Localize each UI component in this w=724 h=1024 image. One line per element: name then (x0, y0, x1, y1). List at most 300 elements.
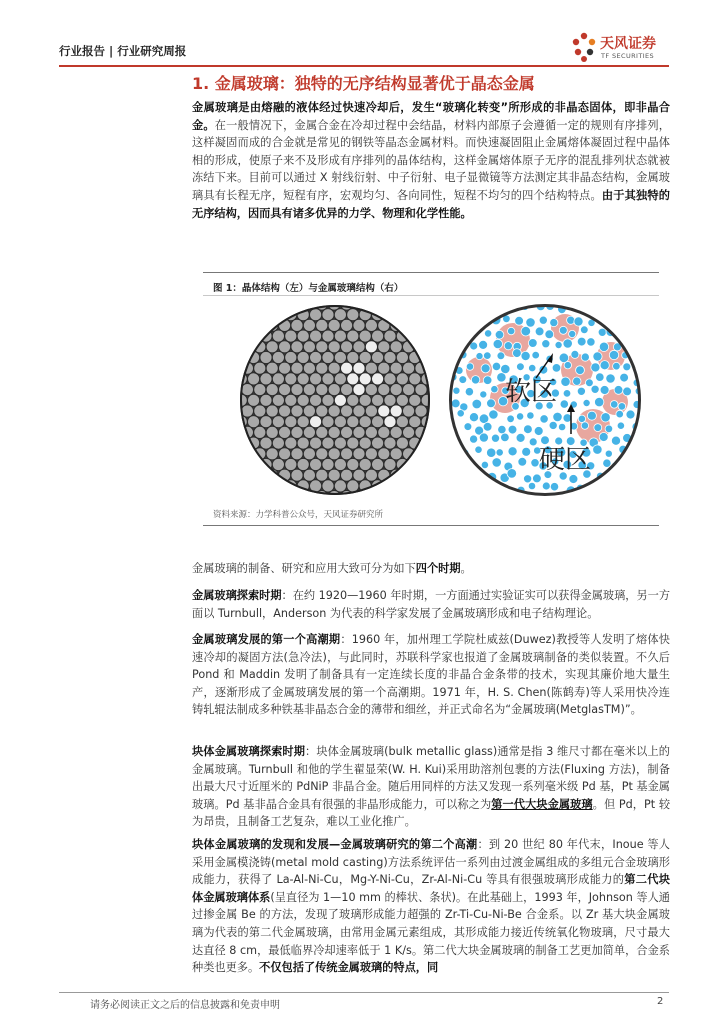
crystal-atom (365, 426, 377, 438)
crystal-atom (415, 405, 427, 417)
crystal-atom (303, 319, 315, 331)
crystal-atom (272, 373, 284, 385)
glass-atom (617, 422, 624, 429)
crystal-atom (434, 351, 446, 363)
crystal-atom (272, 480, 284, 492)
glass-atom (516, 433, 525, 442)
crystal-atom (347, 394, 359, 406)
crystal-atom (403, 298, 415, 310)
crystal-atom (285, 351, 297, 363)
glass-atom (466, 363, 473, 370)
crystal-atom (384, 330, 396, 342)
crystal-atom (291, 491, 303, 499)
glass-atom (587, 411, 596, 420)
glass-atom (504, 342, 512, 350)
crystal-atom (334, 330, 346, 342)
crystal-atom (427, 426, 439, 438)
glass-atom (610, 401, 618, 409)
crystal-atom (372, 394, 384, 406)
crystal-atom (260, 309, 272, 321)
crystal-atom (285, 416, 297, 428)
crystal-atom (285, 394, 297, 406)
glass-atom (456, 314, 464, 322)
crystal-atom (403, 362, 415, 374)
crystal-atom (229, 448, 241, 460)
period-4-body2: (呈直径为 1—10 mm 的棒状、条状)。在此基础上，1993 年，Johnson 等人通过掺金属 Be 的方法，发现了玻璃形成能力超强的 Zr-Ti-Cu-Ni-Be 合金系。以 Zr 基大块金属玻璃为代表的第二代金属玻璃，由常用金属元素组成，其形成能力接近传统氧化物玻璃，尺寸最大达直径 8 cm，最低临界冷却速率低于 1 K/s。第二代大块金属玻璃的制备工艺更加简单，合金系种类也更多。 (192, 890, 670, 975)
crystal-atom (291, 298, 303, 310)
crystal-atom (322, 437, 334, 449)
crystal-atom (403, 319, 415, 331)
crystal-atom (384, 480, 396, 492)
crystal-atom (365, 384, 377, 396)
glass-atom (552, 364, 561, 373)
period-4-bold-end: 不仅包括了传统金属玻璃的特点，同 (259, 961, 439, 975)
glass-atom (599, 342, 608, 351)
glass-atom (542, 340, 550, 348)
crystal-atom (427, 298, 439, 310)
glass-atom (623, 363, 631, 371)
glass-atom (454, 482, 462, 490)
glass-atom (541, 436, 550, 445)
crystal-atom (241, 491, 253, 499)
glass-atom (595, 397, 604, 406)
crystal-atom (260, 351, 272, 363)
glass-atom (564, 362, 571, 369)
glass-atom (567, 316, 575, 324)
crystal-atom (291, 319, 303, 331)
glass-atom (489, 485, 498, 494)
crystal-atom (279, 426, 291, 438)
crystal-atom (341, 341, 353, 353)
glass-atom (497, 352, 505, 360)
crystal-atom (384, 416, 396, 428)
crystal-atom (359, 330, 371, 342)
crystal-atom (415, 448, 427, 460)
crystal-atom (266, 384, 278, 396)
glass-atom (594, 424, 602, 432)
crystal-atom (372, 458, 384, 470)
crystal-atom (365, 362, 377, 374)
glass-atom (483, 422, 492, 431)
glass-atom (550, 319, 558, 327)
crystal-atom (334, 416, 346, 428)
crystal-atom (322, 458, 334, 470)
crystal-atom (310, 437, 322, 449)
glass-atom (516, 413, 523, 420)
glass-atom (639, 462, 647, 470)
glass-atom (573, 377, 581, 385)
crystal-atom (248, 330, 260, 342)
crystal-atom (440, 341, 452, 353)
glass-atom (449, 351, 458, 360)
crystal-atom (378, 384, 390, 396)
glass-atom (614, 386, 623, 395)
glass-atom (465, 388, 473, 396)
crystal-atom (235, 458, 247, 470)
figure-bottom-rule (203, 525, 659, 526)
glass-atom (635, 433, 644, 442)
crystal-atom (266, 405, 278, 417)
glass-atom (559, 326, 567, 334)
glass-atom (483, 376, 492, 385)
crystal-atom (279, 405, 291, 417)
period-4-paragraph (192, 836, 670, 977)
crystal-atom (291, 405, 303, 417)
glass-atom (561, 377, 570, 386)
glass-atom (571, 350, 579, 358)
crystal-atom (341, 362, 353, 374)
crystal-atom (229, 469, 241, 481)
crystal-atom (297, 437, 309, 449)
crystal-atom (353, 469, 365, 481)
crystal-atom (378, 426, 390, 438)
glass-atom (591, 385, 599, 393)
glass-atom (513, 349, 522, 358)
period-2-paragraph (192, 631, 670, 719)
glass-atom (479, 433, 488, 442)
glass-atom (555, 341, 562, 348)
figure-top-rule (203, 272, 659, 273)
intro-paragraph (192, 99, 670, 222)
crystal-atom (409, 416, 421, 428)
crystal-atom (440, 491, 452, 499)
crystal-atom (359, 394, 371, 406)
glass-atom (484, 330, 491, 337)
glass-atom (563, 339, 572, 348)
glass-atom (507, 469, 517, 479)
crystal-atom (409, 458, 421, 470)
glass-atom (481, 364, 490, 373)
crystal-atom (396, 309, 408, 321)
crystal-atom (260, 437, 272, 449)
crystal-atom (421, 351, 433, 363)
figure-image (203, 298, 659, 498)
glass-atom (487, 448, 496, 457)
glass-atom (605, 425, 613, 433)
crystal-atom (347, 480, 359, 492)
glass-atom (629, 470, 638, 479)
crystal-atom (427, 341, 439, 353)
glass-atom (616, 410, 624, 418)
crystal-atom (248, 416, 260, 428)
crystal-atom (353, 405, 365, 417)
glass-atom (598, 328, 606, 336)
crystal-atom (415, 341, 427, 353)
crystal-atom (254, 384, 266, 396)
crystal-atom (421, 480, 433, 492)
crystal-atom (434, 416, 446, 428)
glass-atom (521, 326, 531, 336)
crystal-atom (316, 341, 328, 353)
crystal-atom (372, 373, 384, 385)
crystal-atom (254, 362, 266, 374)
crystal-atom (365, 448, 377, 460)
glass-atom (620, 373, 629, 382)
glass-atom (563, 390, 571, 398)
crystal-atom (266, 298, 278, 310)
period-2-body: ：1960 年，加州理工学院杜威兹(Duwez)教授等人发明了熔体快速冷却的凝固方法(急冷法)，与此同时，苏联科学家也报道了金属玻璃制备的类似装置。不久后 Pond 和 Maddin 发明了制备具有一定连续长度的非晶合金条带的技术，实现其廉价地大量生产，逐渐形成了金属玻璃发展的第一个高潮期。1971 年，H. S. Chen(陈鹤寿)等人采用快冷连铸轧辊法制成多种铁基非晶态合金的薄带和细丝，并正式命名为“金属玻璃(MetglasTM)”。 (192, 633, 670, 717)
glass-atom (639, 338, 648, 347)
glass-atom (531, 459, 539, 467)
figure-caption: 图 1：晶体结构（左）与金属玻璃结构（右） (213, 283, 404, 294)
glass-atom (472, 304, 481, 313)
crystal-atom (365, 341, 377, 353)
periods-intro-bold: 四个时期 (415, 562, 461, 575)
crystal-atom (353, 426, 365, 438)
crystal-atom (328, 341, 340, 353)
crystal-atom (260, 394, 272, 406)
crystal-atom (396, 373, 408, 385)
crystal-atom (341, 426, 353, 438)
section-title: 1. 金属玻璃：独特的无序结构显著优于晶态金属 (192, 74, 535, 93)
report-type: 行业报告 | 行业研究周报 (59, 44, 187, 58)
crystal-atom (372, 330, 384, 342)
period-4-body: ：到 20 世纪 80 年代末，Inoue 等人采用金属模浇铸(metal mold casting)方法系统评估一系列由过渡金属组成的多组元合金玻璃形成能力，获得了 La-Al-Ni-Cu，Mg-Y-Ni-Cu，Zr-Al-Ni-Cu 等具有很强玻璃形成能力的 (192, 838, 670, 887)
crystal-atom (279, 362, 291, 374)
header-rule (59, 65, 669, 67)
crystal-atom (241, 319, 253, 331)
glass-atom (639, 482, 647, 490)
figure-caption-rule (203, 295, 659, 296)
glass-atom (476, 353, 483, 360)
glass-atom (451, 326, 459, 334)
glass-atom (492, 362, 500, 370)
glass-atom (603, 459, 611, 467)
crystal-atom (396, 394, 408, 406)
crystal-atom (446, 351, 458, 363)
crystal-atom (229, 362, 241, 374)
glass-atom (555, 437, 563, 445)
crystal-atom (229, 319, 241, 331)
glass-atom (501, 433, 510, 442)
crystal-atom (427, 491, 439, 499)
crystal-atom (384, 458, 396, 470)
crystal-atom (396, 480, 408, 492)
glass-atom (605, 450, 612, 457)
glass-atom (634, 329, 642, 337)
glass-atom (596, 373, 605, 382)
glass-atom (461, 307, 469, 315)
crystal-atom (310, 373, 322, 385)
crystal-atom (322, 309, 334, 321)
glass-atom (601, 482, 610, 491)
glass-atom (599, 433, 608, 442)
period-1-paragraph (192, 587, 670, 622)
crystal-atom (322, 351, 334, 363)
crystal-atom (378, 491, 390, 499)
glass-atom (616, 481, 625, 490)
crystal-atom (303, 469, 315, 481)
crystal-atom (365, 319, 377, 331)
crystal-atom (347, 458, 359, 470)
crystal-atom (378, 362, 390, 374)
glass-atom (569, 475, 578, 484)
glass-atom (507, 415, 515, 423)
crystal-atom (328, 298, 340, 310)
glass-atom (470, 435, 478, 443)
crystal-atom (322, 330, 334, 342)
glass-atom (558, 423, 565, 430)
crystal-atom (291, 362, 303, 374)
crystal-atom (359, 373, 371, 385)
crystal-atom (446, 437, 458, 449)
crystal-atom (347, 309, 359, 321)
crystal-atom (415, 469, 427, 481)
glass-atom (569, 330, 576, 337)
crystal-atom (248, 394, 260, 406)
crystal-atom (291, 384, 303, 396)
crystal-atom (297, 351, 309, 363)
crystal-atom (310, 351, 322, 363)
crystal-atom (427, 469, 439, 481)
glass-atom (471, 376, 479, 384)
figure-source: 资料来源：力学科普公众号，天风证券研究所 (213, 510, 384, 520)
glass-atom (632, 447, 641, 456)
crystal-atom (372, 416, 384, 428)
crystal-atom (328, 405, 340, 417)
crystal-atom (260, 480, 272, 492)
crystal-atom (334, 351, 346, 363)
glass-atom (478, 486, 487, 495)
crystal-atom (291, 448, 303, 460)
crystal-atom (396, 351, 408, 363)
glass-atom (611, 436, 620, 445)
glass-atom (578, 415, 585, 422)
crystal-atom (310, 458, 322, 470)
crystal-atom (241, 469, 253, 481)
crystal-atom (440, 362, 452, 374)
crystal-atom (297, 330, 309, 342)
crystal-atom (341, 319, 353, 331)
glass-atom (619, 306, 627, 314)
glass-atom (632, 303, 640, 311)
crystal-atom (365, 298, 377, 310)
glass-atom (577, 387, 585, 395)
crystal-atom (427, 362, 439, 374)
crystal-atom (316, 469, 328, 481)
period-4-title: 块体金属玻璃的发现和发展—金属玻璃研究的第二个高潮 (192, 838, 478, 851)
glass-atom (521, 351, 530, 360)
glass-atom (508, 425, 517, 434)
crystal-atom (359, 437, 371, 449)
period-3-underline: 第一代大块金属玻璃 (491, 797, 593, 811)
glass-atom (640, 315, 649, 324)
crystal-atom (440, 319, 452, 331)
crystal-atom (434, 373, 446, 385)
glass-atom (457, 410, 464, 417)
glass-atom (600, 361, 609, 370)
glass-atom (630, 349, 639, 358)
glass-atom (593, 352, 602, 361)
crystal-atom (235, 330, 247, 342)
crystal-atom (353, 341, 365, 353)
crystal-atom (322, 394, 334, 406)
glass-atom (580, 326, 588, 334)
glass-atom (626, 410, 635, 419)
period-3-title: 块体金属玻璃探索时期 (192, 745, 306, 758)
glass-atom (528, 339, 537, 348)
glass-atom (623, 387, 632, 396)
glass-atom (596, 304, 605, 313)
crystal-atom (303, 362, 315, 374)
crystal-atom (254, 319, 266, 331)
glass-atom (613, 362, 621, 370)
crystal-atom (427, 448, 439, 460)
crystal-atom (372, 437, 384, 449)
crystal-atom (279, 384, 291, 396)
crystal-atom (415, 491, 427, 499)
crystal-atom (297, 458, 309, 470)
crystal-atom (421, 330, 433, 342)
crystal-atom (334, 394, 346, 406)
glass-atom (481, 461, 488, 468)
crystal-atom (322, 373, 334, 385)
glass-atom (487, 399, 496, 408)
crystal-atom (229, 384, 241, 396)
crystal-atom (229, 341, 241, 353)
crystal-atom (272, 351, 284, 363)
crystal-atom (384, 394, 396, 406)
glass-atom (533, 474, 542, 483)
crystal-atom (341, 448, 353, 460)
crystal-atom (384, 437, 396, 449)
periods-intro-end: 。 (460, 562, 472, 575)
glass-atom (600, 386, 609, 395)
crystal-atom (310, 330, 322, 342)
glass-atom (457, 341, 465, 349)
crystal-atom (310, 394, 322, 406)
crystal-atom (303, 341, 315, 353)
glass-atom (532, 351, 540, 359)
glass-atom (483, 301, 492, 310)
glass-atom (453, 458, 461, 466)
crystal-atom (378, 298, 390, 310)
glass-atom (498, 425, 506, 433)
period-3-body: ：块体金属玻璃(bulk metallic glass)通常是指 3 维尺寸都在毫米以上的金属玻璃。Turnbull 和他的学生翟显荣(W. H. Kui)采用助溶剂包裹的方法(Fluxing 方法)，制备出最大尺寸近厘米的 PdNiP 非晶合金。随后用同样的方法又发现一系列毫米级 Pd 基，Pt 基金属玻璃。Pd 基非晶合金具有很强的非晶形成能力，可以称之为 (192, 745, 670, 811)
crystal-atom (359, 351, 371, 363)
glass-atom (606, 374, 615, 383)
crystal-atom (384, 351, 396, 363)
glass-atom (475, 446, 482, 453)
crystal-atom (279, 341, 291, 353)
crystal-atom (347, 373, 359, 385)
glass-atom (508, 447, 517, 456)
crystal-atom (396, 437, 408, 449)
crystal-atom (384, 309, 396, 321)
page-number: 2 (657, 996, 664, 1007)
crystal-atom (297, 373, 309, 385)
glass-atom (528, 482, 535, 489)
crystal-atom (291, 426, 303, 438)
crystal-atom (409, 480, 421, 492)
crystal-atom (409, 394, 421, 406)
glass-atom (540, 415, 548, 423)
crystal-atom (347, 351, 359, 363)
glass-atom (522, 447, 531, 456)
glass-atom (529, 364, 536, 371)
glass-atom (529, 438, 537, 446)
glass-atom (526, 318, 535, 327)
crystal-atom (446, 480, 458, 492)
crystal-atom (328, 448, 340, 460)
crystal-atom (328, 384, 340, 396)
crystal-atom (390, 298, 402, 310)
crystal-atom (235, 351, 247, 363)
footer-disclaimer: 请务必阅读正文之后的信息披露和免责申明 (90, 1000, 280, 1011)
glass-atom (619, 469, 629, 479)
glass-atom (484, 352, 492, 360)
crystal-atom (254, 298, 266, 310)
